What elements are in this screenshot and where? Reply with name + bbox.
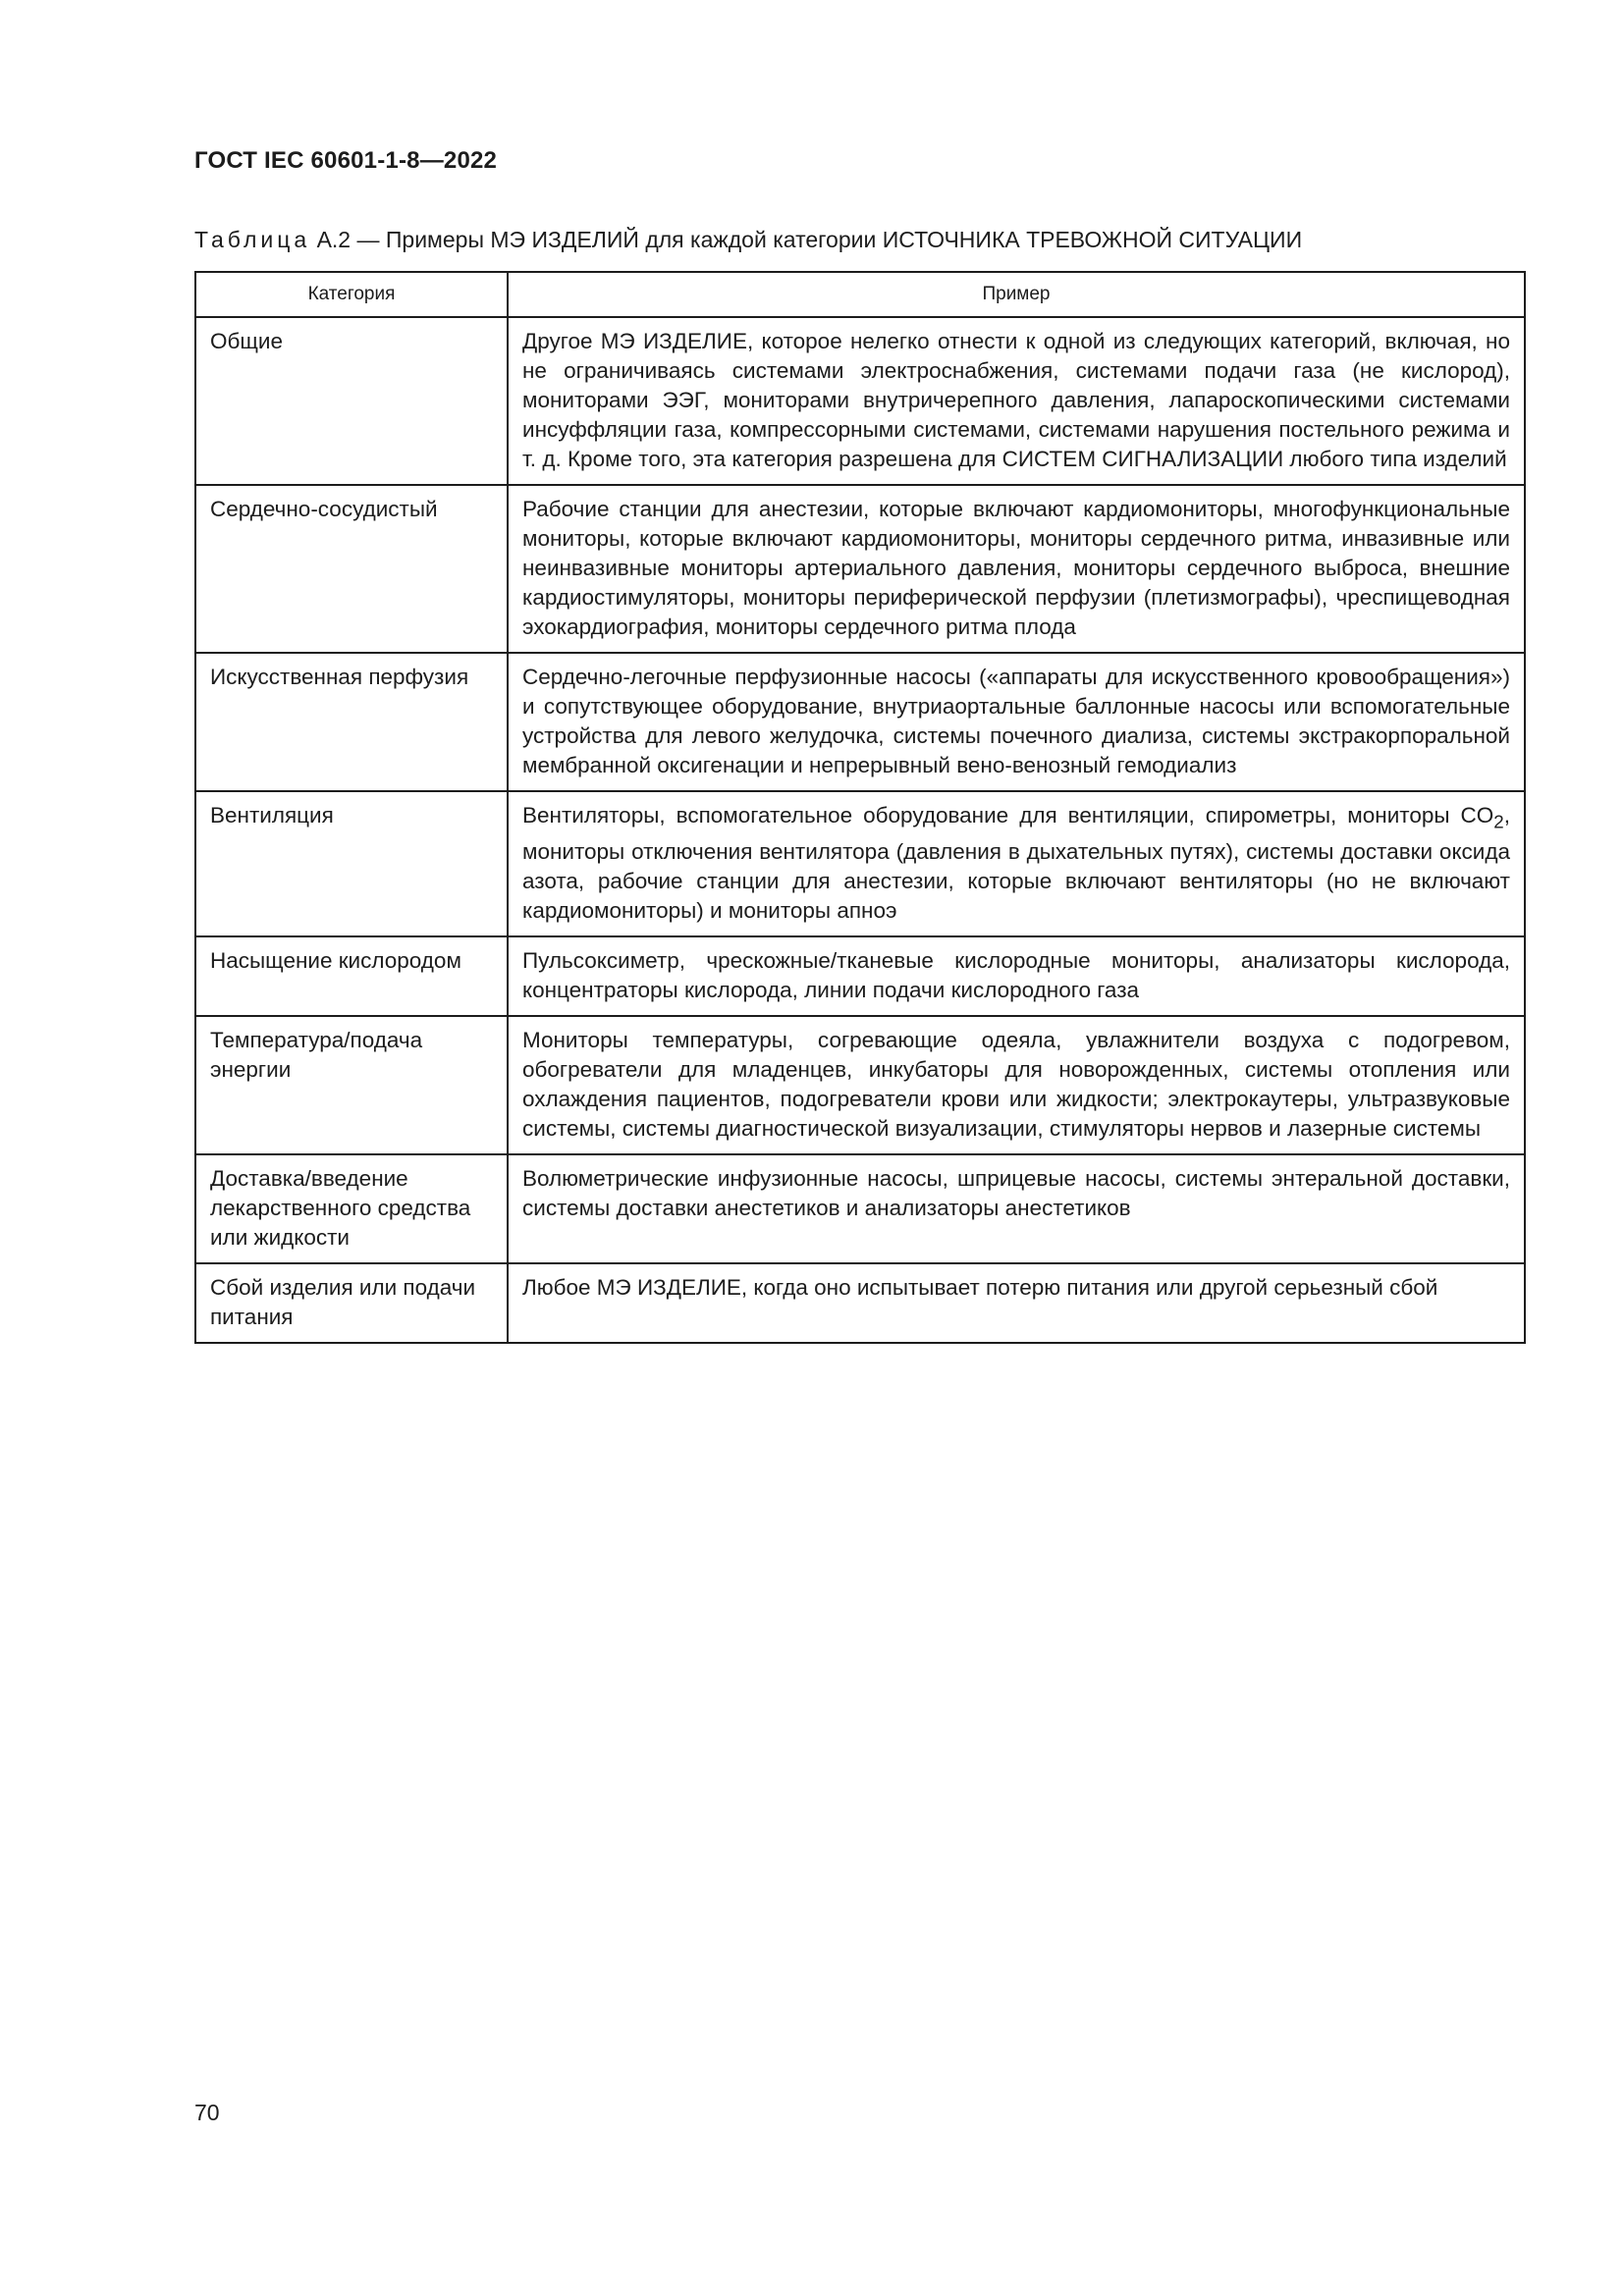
category-cell: Температура/подача энергии <box>195 1016 508 1154</box>
subscript: 2 <box>1493 811 1504 832</box>
table-row <box>195 485 1525 653</box>
examples-table <box>194 271 1526 1344</box>
category-cell: Сбой изделия или подачи питания <box>195 1263 508 1343</box>
document-code: ГОСТ IEC 60601-1-8—2022 <box>194 147 498 174</box>
example-text-part: Вентиляторы, вспомогательное оборудование для вентиляции, спирометры, мониторы CO <box>522 803 1494 828</box>
table-row <box>195 653 1525 791</box>
page-number: 70 <box>194 2100 220 2125</box>
category-cell: Доставка/введение лекарственного средства или жидкости <box>195 1154 508 1263</box>
table-row <box>195 791 1525 936</box>
example-cell: Мониторы температуры, согревающие одеяла, увлажнители воздуха с подогревом, обогреватели для младенцев, инкубаторы для новорожденных, системы отопления или охлаждения пациентов, подогреватели крови или жидкости; электрокаутеры, ультразвуковые системы, системы диагностической визуализации, стимуляторы нервов и лазерные системы <box>508 1016 1525 1154</box>
table-row <box>195 1154 1525 1263</box>
example-cell <box>508 791 1525 936</box>
example-cell: Любое МЭ ИЗДЕЛИЕ, когда оно испытывает потерю питания или другой серьезный сбой <box>508 1263 1525 1343</box>
example-cell: Волюметрические инфузионные насосы, шприцевые насосы, системы энтеральной доставки, системы доставки анестетиков и анализаторы анестетиков <box>508 1154 1525 1263</box>
category-cell: Сердечно-сосудистый <box>195 485 508 653</box>
table-row <box>195 1016 1525 1154</box>
category-cell: Вентиляция <box>195 791 508 936</box>
category-cell: Насыщение кислородом <box>195 936 508 1016</box>
table-row <box>195 1263 1525 1343</box>
category-cell: Общие <box>195 317 508 485</box>
example-column-header: Пример <box>508 272 1525 317</box>
example-cell: Пульсоксиметр, чрескожные/тканевые кислородные мониторы, анализаторы кислорода, концентраторы кислорода, линии подачи кислородного газа <box>508 936 1525 1016</box>
example-cell: Рабочие станции для анестезии, которые включают кардиомониторы, многофункциональные мониторы, которые включают кардиомониторы, мониторы сердечного ритма, инвазивные или неинвазивные мониторы артериального давления, мониторы сердечного выброса, внешние кардиостимуляторы, мониторы периферической перфузии (плетизмографы), чреспищеводная эхокардиография, мониторы сердечного ритма плода <box>508 485 1525 653</box>
category-column-header: Категория <box>195 272 508 317</box>
example-cell: Другое МЭ ИЗДЕЛИЕ, которое нелегко отнести к одной из следующих категорий, включая, но не ограничиваясь системами электроснабжения, системами подачи газа (не кислород), мониторами ЭЭГ, мониторами внутричерепного давления, лапароскопическими системами инсуффляции газа, компрессорными системами, системами нарушения постельного режима и т. д. Кроме того, эта категория разрешена для СИСТЕМ СИГНАЛИЗАЦИИ любого типа изделий <box>508 317 1525 485</box>
table-row <box>195 317 1525 485</box>
table-header-row <box>195 272 1525 317</box>
table-caption <box>194 227 1302 253</box>
example-text-part: , мониторы отключения вентилятора (давления в дыхательных путях), системы доставки оксида азота, рабочие станции для анестезии, которые включают вентиляторы (но не включают кардиомониторы) и мониторы апноэ <box>522 803 1510 923</box>
example-cell: Сердечно-легочные перфузионные насосы («аппараты для искусственного кровообращения») и сопутствующее оборудование, внутриаортальные баллонные насосы или вспомогательные устройства для левого желудочка, системы почечного диализа, системы экстракорпоральной мембранной оксигенации и непрерывный вено-венозный гемодиализ <box>508 653 1525 791</box>
category-cell: Искусственная перфузия <box>195 653 508 791</box>
table-caption-text: А.2 — Примеры МЭ ИЗДЕЛИЙ для каждой категории ИСТОЧНИКА ТРЕВОЖНОЙ СИТУАЦИИ <box>310 227 1303 252</box>
table-caption-label: Таблица <box>194 227 311 252</box>
table-row <box>195 936 1525 1016</box>
